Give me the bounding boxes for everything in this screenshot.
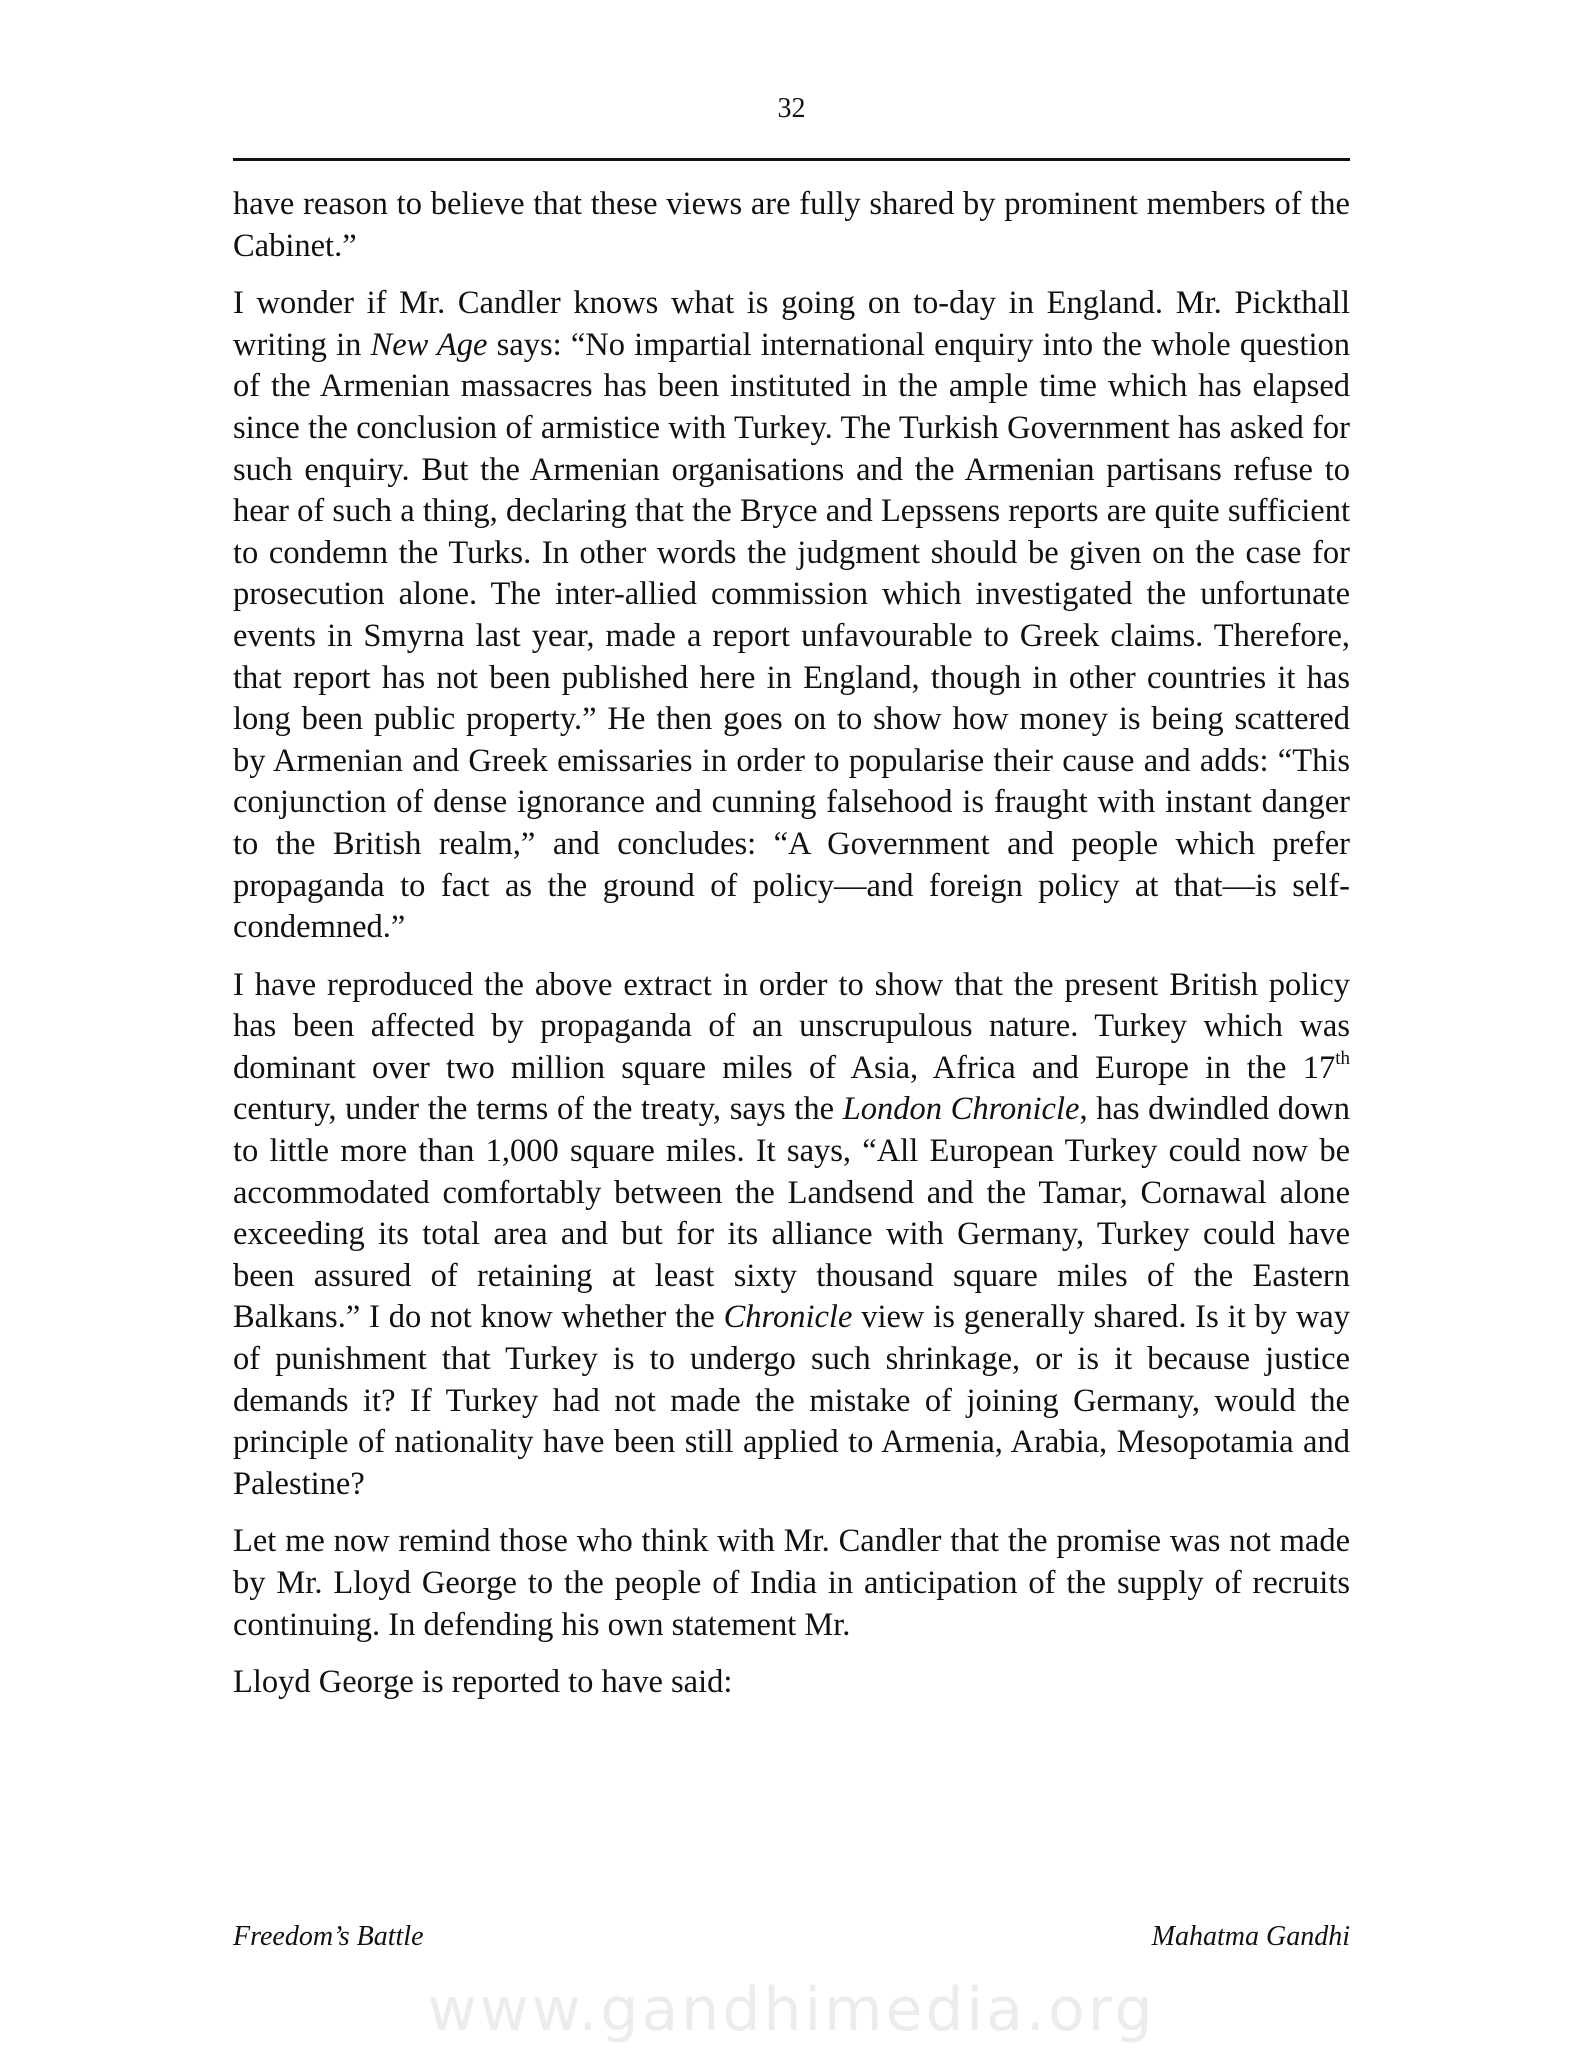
paragraph-2 xyxy=(233,283,1350,949)
new-age-title: New Age xyxy=(370,326,488,363)
paragraph-3-text-f: view is generally shared. Is it by way of punishment that Turkey is to undergo such shrinkage, or is it because justice demands it? If Turkey had not made the mistake of joining Germany, would the principle of nationality have been still applied to Armenia, Arabia, Mesopotamia and Palestine? xyxy=(233,1299,1350,1502)
paragraph-5-text: Lloyd George is reported to have said: xyxy=(233,1664,733,1701)
paragraph-5 xyxy=(233,1662,1350,1704)
paragraph-2-text-c: says: “No impartial international enquiry into the whole question of the Armenian massacres has been instituted in the ample time which has elapsed since the conclusion of armistice with Turkey. The Turkish Government has asked for such enquiry. But the Armenian organisations and the Armenian partisans refuse to hear of such a thing, declaring that the Bryce and Lepssens reports are quite sufficient to condemn the Turks. In other words the judgment should be given on the case for prosecution alone. The inter-allied commission which investigated the unfortunate events in Smyrna last year, made a report unfavourable to Greek claims. Therefore, that report has not been published here in England, though in other countries it has long been public property.” He then goes on to show how money is being scattered by Armenian and Greek emissaries in order to popularise their cause and adds: “This conjunction of dense ignorance and cunning falsehood is fraught with instant danger to the British realm,” and concludes: “A Government and people which prefer propaganda to fact as the ground of policy—and foreign policy at that—is self-condemned.” xyxy=(233,326,1350,946)
paragraph-2-text-a: I wonder if Mr. Candler knows what is going on to-day in England. Mr. Pickthall writing in xyxy=(233,285,1350,363)
paragraph-4-text: Let me now remind those who think with Mr. Candler that the promise was not made by Mr. Lloyd George to the people of India in anticipation of the supply of recruits continuing. In defending his own statement Mr. xyxy=(233,1523,1350,1643)
paragraph-1-text: have reason to believe that these views are fully shared by prominent members of the Cabinet.” xyxy=(233,186,1350,264)
london-chronicle-title: London Chronicle xyxy=(842,1091,1080,1128)
page-number: 32 xyxy=(777,93,806,124)
header-rule xyxy=(233,158,1350,161)
paragraph-3-text-d: , has dwindled down to little more than 1,000 square miles. It says, “All European Turkey could now be accommodated comfortably between the Landsend and the Tamar, Cornawal alone exceeding its total area and but for its alliance with Germany, Turkey could have been assured of retaining at least sixty thousand square miles of the Eastern Balkans.” I do not know whether the xyxy=(233,1091,1351,1336)
paragraph-3-text-b: century, under the terms of the treaty, says the xyxy=(233,1091,843,1128)
paragraph-1 xyxy=(233,184,1350,267)
watermark: www.gandhimedia.org xyxy=(427,1975,1156,2045)
footer-book-title: Freedom’s Battle xyxy=(233,1921,424,1952)
ordinal-superscript: th xyxy=(1335,1048,1350,1070)
paragraph-3 xyxy=(233,965,1350,1506)
footer-author: Mahatma Gandhi xyxy=(1151,1921,1350,1952)
paragraph-3-text-a: I have reproduced the above extract in order to show that the present British policy has been affected by propaganda of an unscrupulous nature. Turkey which was dominant over two million square miles of Asia, Africa and Europe in the 17 xyxy=(233,966,1350,1086)
body-text xyxy=(233,184,1350,1720)
paragraph-4 xyxy=(233,1521,1350,1646)
chronicle-title: Chronicle xyxy=(723,1299,853,1336)
